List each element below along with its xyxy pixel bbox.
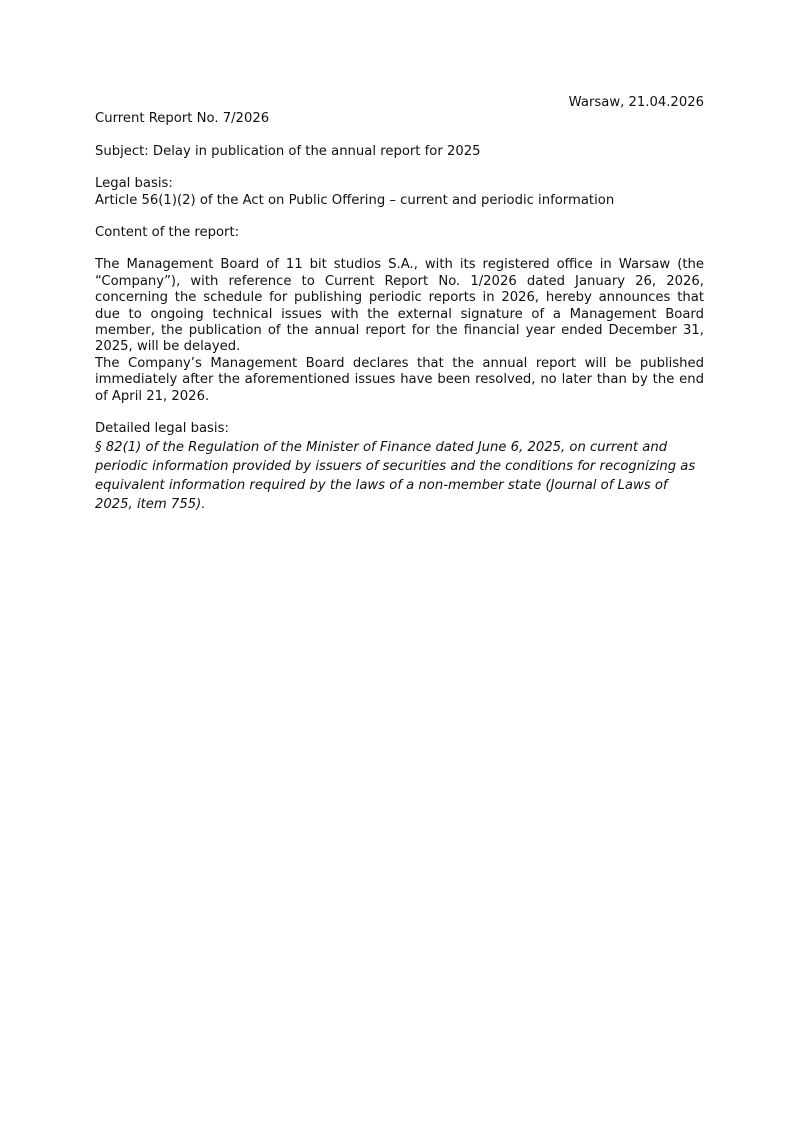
legal-basis-label: Legal basis: (95, 176, 173, 192)
spacer (95, 405, 704, 421)
spacer (95, 209, 704, 225)
place-date: Warsaw, 21.04.2026 (568, 95, 704, 110)
spacer (95, 128, 704, 144)
document-body (95, 95, 704, 514)
report-paragraph-1: The Management Board of 11 bit studios S.A., with its registered office in Warsaw (the “Company”), with reference to Current Report No. 1/2026 dated January 26, 2026, concerning the schedule for publishing periodic reports in 2026, hereby announces that due to ongoing technical issues with the external signature of a Management Board member, the publication of the annual report for the financial year ended December 31, 2025, will be delayed. (95, 257, 704, 355)
spacer (95, 241, 704, 257)
report-paragraph-2: The Company’s Management Board declares that the annual report will be published immediately after the aforementioned issues have been resolved, no later than by the end of April 21, 2026. (95, 355, 704, 404)
detailed-legal-basis-label: Detailed legal basis: (95, 421, 229, 437)
spacer (95, 160, 704, 176)
content-label: Content of the report: (95, 225, 240, 241)
legal-basis-text: Article 56(1)(2) of the Act on Public Offering – current and periodic information (95, 192, 615, 208)
report-subject: Subject: Delay in publication of the annual report for 2025 (95, 143, 481, 159)
report-number: Current Report No. 7/2026 (95, 111, 270, 127)
detailed-legal-basis-text: § 82(1) of the Regulation of the Minister of Finance dated June 6, 2025, on current and periodic information provided by issuers of securities and the conditions for recognizing as equivalent information required by the laws of a non-member state (Journal of Laws of 2025, item 755). (95, 439, 696, 512)
